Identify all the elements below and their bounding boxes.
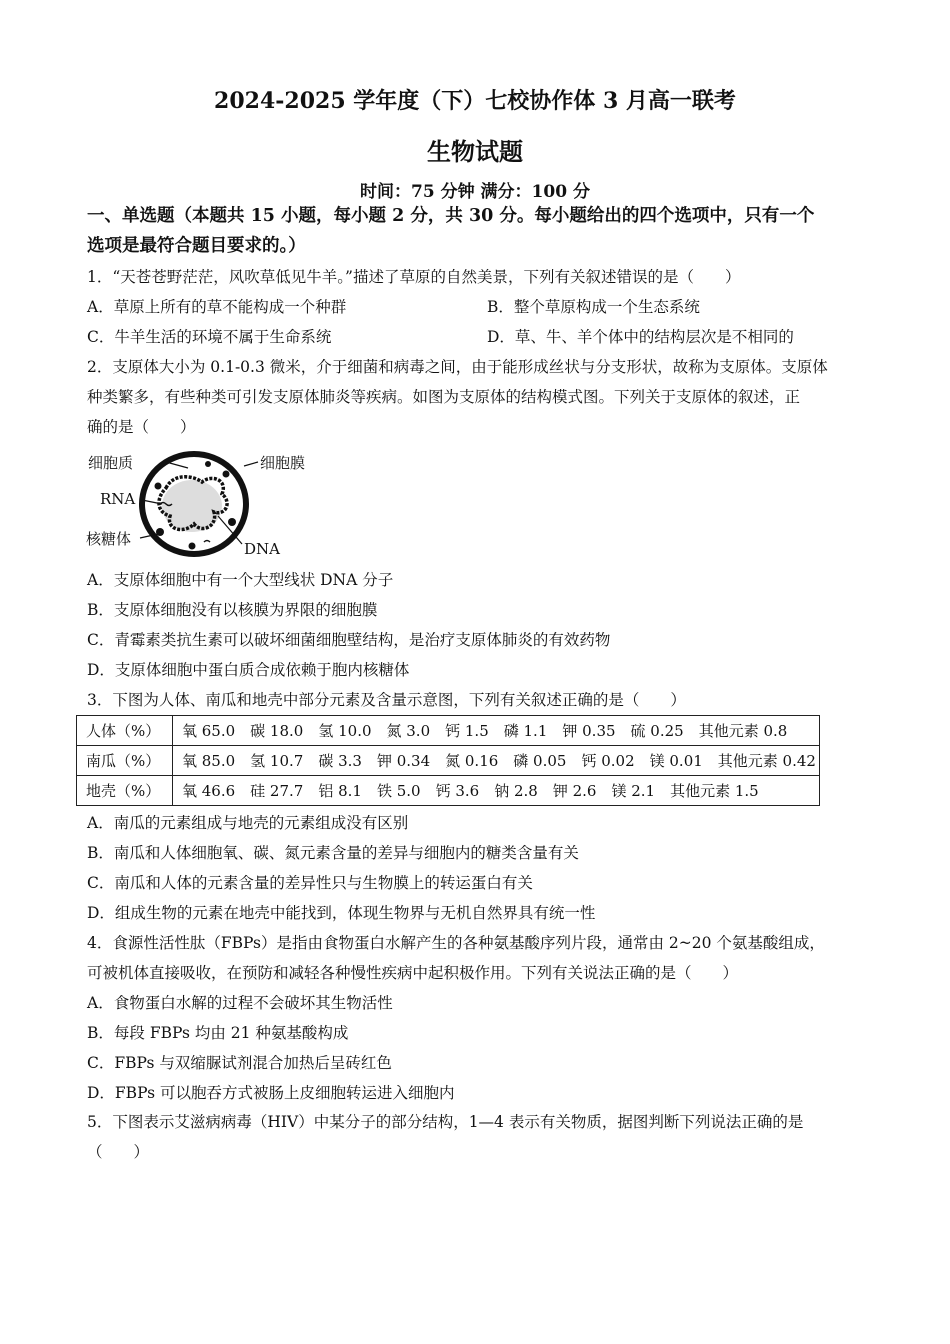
table-row-label: 南瓜（%） [77, 746, 173, 776]
ribosome-dot [189, 543, 196, 550]
ribosome-dot [228, 518, 236, 526]
element-content-table [76, 715, 820, 806]
q4-stem-line1: 4．食源性活性肽（FBPs）是指由食物蛋白水解产生的各种氨基酸序列片段，通常由 2~20 个氨基酸组成， [87, 934, 825, 952]
label-cytoplasm: 细胞质 [88, 454, 134, 472]
label-ribosome: 核糖体 [86, 530, 132, 548]
q1-option-d: D．草、牛、羊个体中的结构层次是不相同的 [487, 328, 794, 346]
q2-option-c: C．青霉素类抗生素可以破坏细菌细胞壁结构，是治疗支原体肺炎的有效药物 [87, 631, 611, 649]
q1-option-a: A．草原上所有的草不能构成一个种群 [87, 298, 347, 316]
table-row-label: 人体（%） [77, 716, 173, 746]
q4-stem-line2: 可被机体直接吸收，在预防和减轻各种慢性疾病中起积极作用。下列有关说法正确的是（ ） [87, 964, 739, 982]
label-rna: RNA [100, 490, 136, 508]
q3-option-d: D．组成生物的元素在地壳中能找到，体现生物界与无机自然界具有统一性 [87, 904, 596, 922]
table-row-values: 氧 46.6 硅 27.7 铝 8.1 铁 5.0 钙 3.6 钠 2.8 钾 2.6 镁 2.1 其他元素 1.5 [173, 776, 820, 806]
ribosome-dot [156, 528, 164, 536]
q4-option-c: C．FBPs 与双缩脲试剂混合加热后呈砖红色 [87, 1054, 392, 1072]
q4-option-b: B．每段 FBPs 均由 21 种氨基酸构成 [87, 1024, 349, 1042]
q3-option-c: C．南瓜和人体的元素含量的差异性只与生物膜上的转运蛋白有关 [87, 874, 533, 892]
label-membrane: 细胞膜 [260, 454, 306, 472]
q1-stem: 1．“天苍苍野茫茫，风吹草低见牛羊。”描述了草原的自然美景，下列有关叙述错误的是（ ） [87, 268, 741, 286]
leader-line-membrane [244, 462, 258, 466]
mycoplasma-diagram [86, 446, 316, 564]
q3-stem: 3．下图为人体、南瓜和地壳中部分元素及含量示意图，下列有关叙述正确的是（ ） [87, 691, 686, 709]
table-row [77, 716, 820, 746]
label-dna: DNA [244, 540, 280, 558]
q1-option-c: C．牛羊生活的环境不属于生命系统 [87, 328, 332, 346]
q2-option-a: A．支原体细胞中有一个大型线状 DNA 分子 [87, 571, 394, 589]
ribosome-dot [205, 461, 211, 467]
exam-title: 2024-2025 学年度（下）七校协作体 3 月高一联考 [214, 88, 736, 114]
q2-stem-line1: 2．支原体大小为 0.1-0.3 微米，介于细菌和病毒之间，由于能形成丝状与分支形状，故称为支原体。支原体 [87, 358, 828, 376]
ribosome-dot [223, 471, 230, 478]
q3-option-b: B．南瓜和人体细胞氧、碳、氮元素含量的差异与细胞内的糖类含量有关 [87, 844, 579, 862]
table-row [77, 776, 820, 806]
table-row [77, 746, 820, 776]
q4-option-a: A．食物蛋白水解的过程不会破坏其生物活性 [87, 994, 393, 1012]
q4-option-d: D．FBPs 可以胞吞方式被肠上皮细胞转运进入细胞内 [87, 1084, 455, 1102]
q2-stem-line3: 确的是（ ） [87, 418, 196, 436]
section-heading-line2: 选项是最符合题目要求的。） [87, 236, 306, 256]
table-row-values: 氧 85.0 氢 10.7 碳 3.3 钾 0.34 氮 0.16 磷 0.05 钙 0.02 镁 0.01 其他元素 0.42 [173, 746, 820, 776]
q5-stem-line1: 5．下图表示艾滋病病毒（HIV）中某分子的部分结构，1—4 表示有关物质，据图判断下列说法正确的是 [87, 1113, 804, 1131]
q2-option-b: B．支原体细胞没有以核膜为界限的细胞膜 [87, 601, 378, 619]
q2-option-d: D．支原体细胞中蛋白质合成依赖于胞内核糖体 [87, 661, 410, 679]
ribosome-dot [155, 483, 162, 490]
q3-option-a: A．南瓜的元素组成与地壳的元素组成没有区别 [87, 814, 409, 832]
q5-stem-line2: （ ） [87, 1143, 150, 1161]
q1-option-b: B．整个草原构成一个生态系统 [487, 298, 700, 316]
table-row-label: 地壳（%） [77, 776, 173, 806]
subject-title: 生物试题 [427, 137, 523, 166]
exam-meta: 时间：75 分钟 满分：100 分 [360, 182, 590, 202]
table-row-values: 氧 65.0 碳 18.0 氢 10.0 氮 3.0 钙 1.5 磷 1.1 钾 0.35 硫 0.25 其他元素 0.8 [173, 716, 820, 746]
q2-stem-line2: 种类繁多，有些种类可引发支原体肺炎等疾病。如图为支原体的结构模式图。下列关于支原体的叙述，正 [87, 388, 801, 406]
section-heading-line1: 一、单选题（本题共 15 小题，每小题 2 分，共 30 分。每小题给出的四个选项中，只有一个 [87, 206, 815, 226]
